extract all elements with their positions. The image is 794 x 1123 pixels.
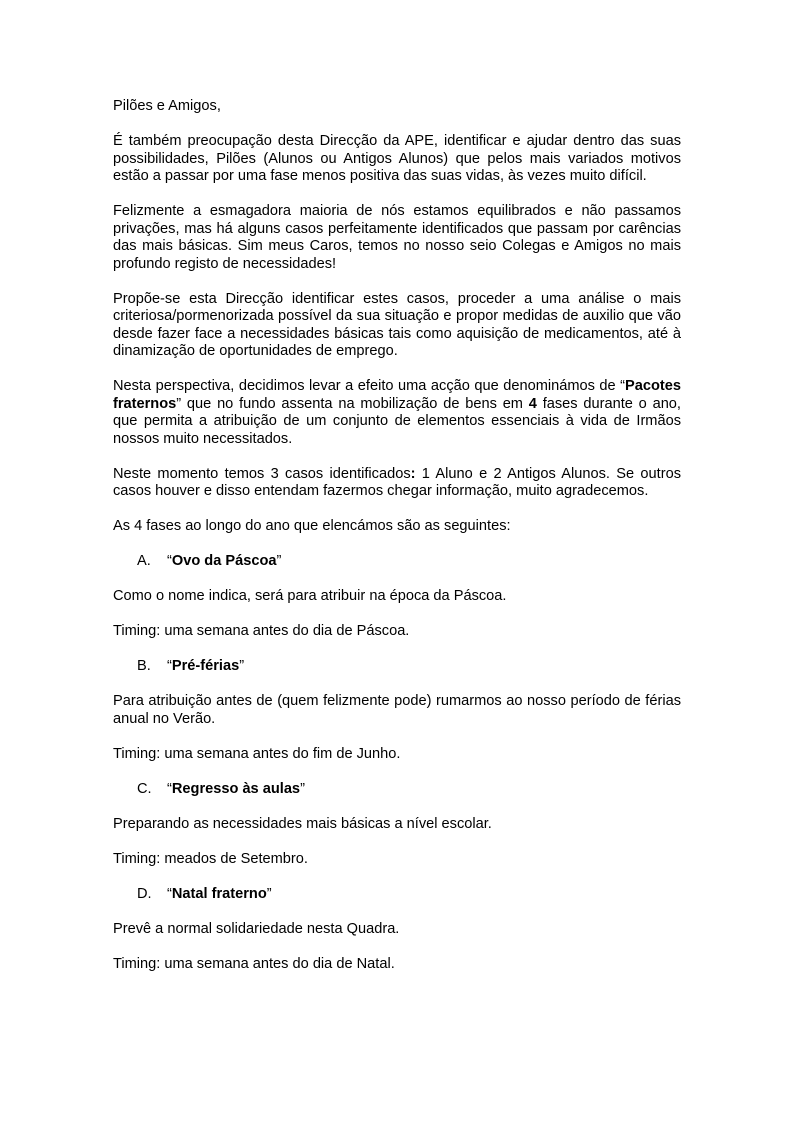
phase-d-heading xyxy=(113,886,681,904)
paragraph-3: Propõe-se esta Direcção identificar estes casos, proceder a uma análise o mais criteriosa/pormenorizada possível da sua situação e propor medidas de auxilio que vão desde fazer face a necessidades básicas tais como aquisição de medicamentos, até à dinamização de oportunidades de emprego. xyxy=(113,290,681,359)
phase-a-letter: A. xyxy=(137,553,151,569)
phase-c-title xyxy=(167,781,305,799)
phase-b-letter: B. xyxy=(137,658,151,674)
phase-b-name: Pré-férias xyxy=(171,658,240,674)
paragraph-4-bold-2: 4 xyxy=(528,395,537,412)
paragraph-4-part-3: fases durante o ano, que permita a atribuição de um conjunto de elementos essenciais à vida de Irmãos nossos muito necessitados. xyxy=(113,395,681,447)
phase-b-heading xyxy=(113,658,681,676)
phase-c-letter: C. xyxy=(137,780,152,797)
close-quote: ” xyxy=(300,780,305,797)
phase-a-name: Ovo da Páscoa xyxy=(171,553,277,569)
greeting: Pilões e Amigos, xyxy=(113,98,221,114)
phase-b-description: Para atribuição antes de (quem felizmente pode) rumarmos ao nosso período de férias anual no Verão. xyxy=(113,693,681,727)
document-page xyxy=(113,98,681,991)
paragraph-4-bold-1: Pacotes fraternos xyxy=(113,378,681,412)
phase-c-timing: Timing: meados de Setembro. xyxy=(113,850,308,867)
phase-d-name: Natal fraterno xyxy=(171,885,267,902)
open-quote: “ xyxy=(167,553,172,569)
phase-a-heading xyxy=(113,553,681,571)
close-quote: ” xyxy=(266,885,272,902)
paragraph-4-part-2: ” que no fundo assenta na mobilização de bens em xyxy=(176,395,529,412)
phase-d-letter: D. xyxy=(137,885,152,902)
phase-a-timing: Timing: uma semana antes do dia de Páscoa. xyxy=(113,623,410,639)
phase-b-timing: Timing: uma semana antes do fim de Junho. xyxy=(113,745,401,762)
phase-d-timing: Timing: uma semana antes do dia de Natal. xyxy=(113,955,395,972)
phase-c-description: Preparando as necessidades mais básicas a nível escolar. xyxy=(113,815,492,832)
paragraph-5-part-2: 1 Aluno e 2 Antigos Alunos. Se outros casos houver e disso entendam fazermos chegar informação, muito agradecemos. xyxy=(113,465,681,499)
phase-c-heading xyxy=(113,781,681,799)
paragraph-4-part-1: Nesta perspectiva, decidimos levar a efeito uma acção que denominámos de “ xyxy=(113,378,626,394)
phase-d-description: Prevê a normal solidariedade nesta Quadra. xyxy=(113,920,400,937)
open-quote: “ xyxy=(167,780,172,797)
close-quote: ” xyxy=(239,658,245,674)
phase-c-name: Regresso às aulas xyxy=(171,780,301,797)
phase-b-title xyxy=(167,658,244,676)
open-quote: “ xyxy=(167,658,172,674)
paragraph-2: Felizmente a esmagadora maioria de nós estamos equilibrados e não passamos privações, mas há alguns casos perfeitamente identificados que passam por carências das mais básicas. Sim meus Caros, temos no nosso seio Colegas e Amigos no mais profundo registo de necessidades! xyxy=(113,203,681,272)
paragraph-5-bold: : xyxy=(410,465,416,482)
phase-d-title xyxy=(167,886,272,904)
paragraph-5-part-1: Neste momento temos 3 casos identificados xyxy=(113,465,411,482)
paragraph-1: É também preocupação desta Direcção da APE, identificar e ajudar dentro das suas possibilidades, Pilões (Alunos ou Antigos Alunos) que pelos mais variados motivos estão a passar por uma fase menos positiva das suas vidas, às vezes muito difícil. xyxy=(113,133,681,184)
phase-a-description: Como o nome indica, será para atribuir na época da Páscoa. xyxy=(113,588,507,604)
paragraph-5 xyxy=(113,466,681,501)
phase-a-title xyxy=(167,553,281,571)
open-quote: “ xyxy=(167,885,172,902)
close-quote: ” xyxy=(276,553,282,569)
paragraph-4 xyxy=(113,378,681,448)
paragraph-6: As 4 fases ao longo do ano que elencámos são as seguintes: xyxy=(113,518,511,534)
